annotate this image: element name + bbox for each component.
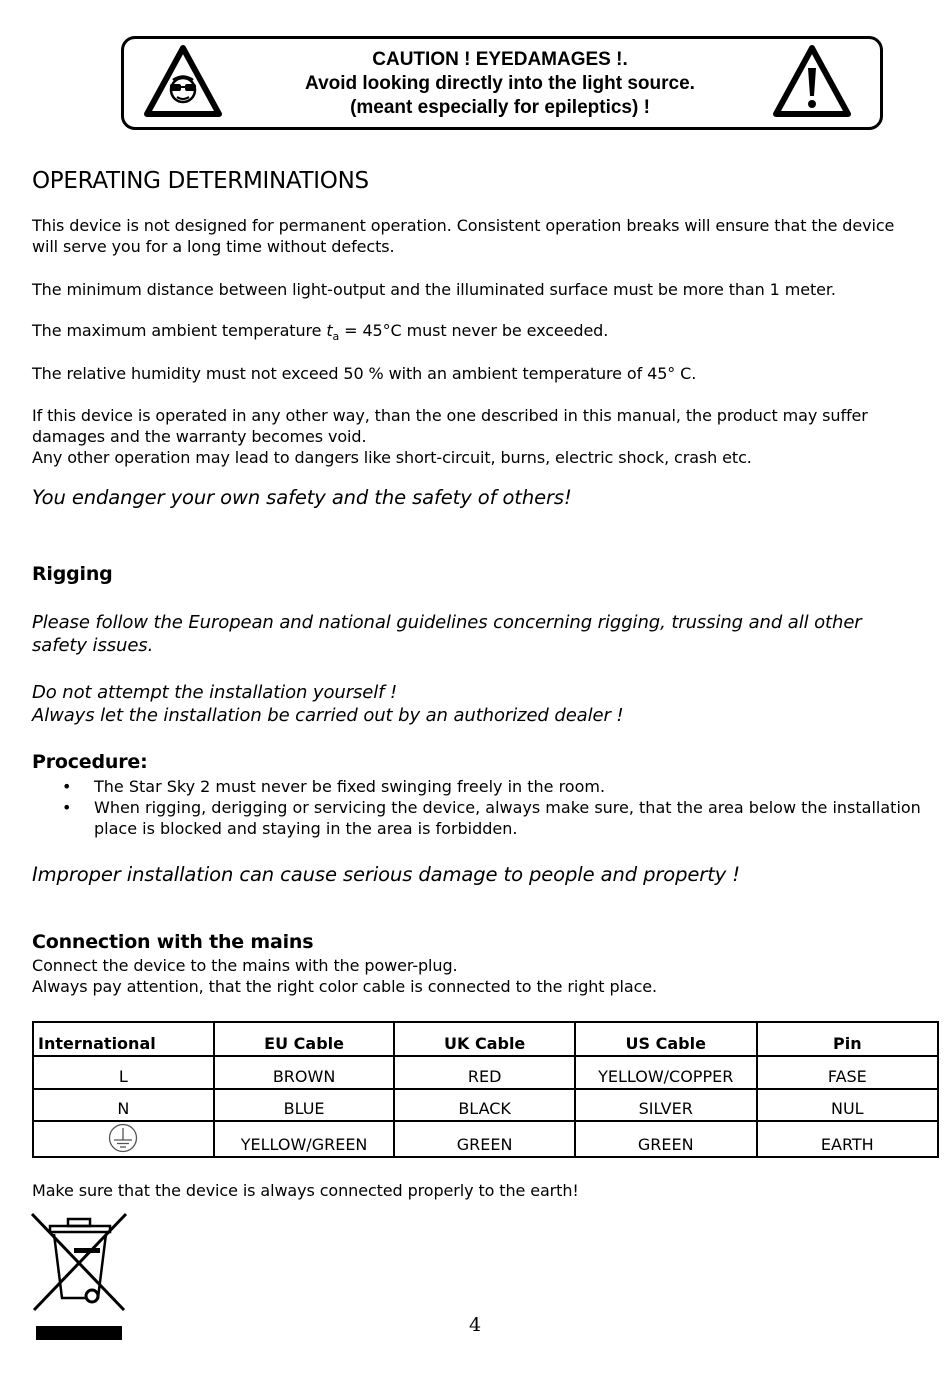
page-number: 4 xyxy=(468,1314,482,1336)
caution-text xyxy=(260,48,740,120)
list-item: • The Star Sky 2 must never be fixed swinging freely in the room. xyxy=(62,776,922,797)
table-cell: BROWN xyxy=(214,1056,395,1089)
earth-notice: Make sure that the device is always connected properly to the earth! xyxy=(32,1181,579,1200)
exclamation-warning-icon xyxy=(772,44,852,118)
table-cell: NUL xyxy=(757,1089,938,1121)
table-header: International xyxy=(33,1022,214,1056)
caution-line-1: CAUTION ! EYEDAMAGES !. xyxy=(372,49,628,70)
operating-paragraph-3 xyxy=(32,320,922,347)
table-cell: BLACK xyxy=(394,1089,574,1121)
table-cell: GREEN xyxy=(394,1121,574,1157)
caution-line-2: Avoid looking directly into the light source. xyxy=(305,73,695,94)
temperature-symbol: t xyxy=(326,321,333,340)
temperature-text-end: = 45°C must never be exceeded. xyxy=(339,321,609,340)
table-cell-earth xyxy=(33,1121,214,1157)
temperature-text-start: The maximum ambient temperature xyxy=(32,321,327,340)
section-title-operating: OPERATING DETERMINATIONS xyxy=(32,168,369,194)
table-header: Pin xyxy=(757,1022,938,1056)
table-cell: YELLOW/COPPER xyxy=(575,1056,757,1089)
table-row xyxy=(33,1056,938,1089)
table-cell: RED xyxy=(394,1056,574,1089)
operating-warning: You endanger your own safety and the safety of others! xyxy=(32,486,572,509)
rigging-paragraph-2: Do not attempt the installation yourself ! xyxy=(32,682,398,703)
procedure-warning: Improper installation can cause serious damage to people and property ! xyxy=(32,863,741,886)
eye-hazard-warning-icon xyxy=(143,44,223,118)
table-cell: EARTH xyxy=(757,1121,938,1157)
section-title-rigging: Rigging xyxy=(32,563,113,585)
operating-paragraph-4: The relative humidity must not exceed 50 % with an ambient temperature of 45° C. xyxy=(32,364,697,383)
table-cell: GREEN xyxy=(575,1121,757,1157)
table-header: EU Cable xyxy=(214,1022,395,1056)
operating-paragraph-5: If this device is operated in any other way, than the one described in this manual, the product may suffer damages and the warranty becomes void. xyxy=(32,406,868,446)
section-title-mains: Connection with the mains xyxy=(32,931,314,953)
section-title-procedure: Procedure: xyxy=(32,751,148,773)
table-cell: FASE xyxy=(757,1056,938,1089)
operating-paragraph-1: This device is not designed for permanent operation. Consistent operation breaks will ensure that the device will serve you for a long time without defects. xyxy=(32,216,895,256)
caution-line-3: (meant especially for epileptics) ! xyxy=(350,97,650,118)
procedure-list xyxy=(62,776,922,839)
ground-symbol-icon xyxy=(106,1123,140,1153)
rigging-paragraph-1: Please follow the European and national guidelines concerning rigging, trussing and all other safety issues. xyxy=(32,612,862,656)
table-header-row xyxy=(33,1022,938,1056)
table-row xyxy=(33,1121,938,1157)
table-cell: YELLOW/GREEN xyxy=(214,1121,395,1157)
table-cell: L xyxy=(33,1056,214,1089)
operating-paragraph-6: Any other operation may lead to dangers like short-circuit, burns, electric shock, crash etc. xyxy=(32,448,752,467)
table-cell: N xyxy=(33,1089,214,1121)
table-row xyxy=(33,1089,938,1121)
list-item: • When rigging, derigging or servicing the device, always make sure, that the area below the installation place is blocked and staying in the area is forbidden. xyxy=(62,797,922,839)
table-cell: SILVER xyxy=(575,1089,757,1121)
mains-paragraph-1: Connect the device to the mains with the power-plug. xyxy=(32,956,458,975)
table-header: UK Cable xyxy=(394,1022,574,1056)
rigging-paragraph-3: Always let the installation be carried out by an authorized dealer ! xyxy=(32,705,624,726)
cable-color-table xyxy=(32,1021,939,1158)
table-cell: BLUE xyxy=(214,1089,395,1121)
mains-paragraph-2: Always pay attention, that the right color cable is connected to the right place. xyxy=(32,977,658,996)
operating-paragraph-2: The minimum distance between light-output and the illuminated surface must be more than 1 meter. xyxy=(32,280,836,299)
temperature-subscript: a xyxy=(332,330,340,344)
table-header: US Cable xyxy=(575,1022,757,1056)
